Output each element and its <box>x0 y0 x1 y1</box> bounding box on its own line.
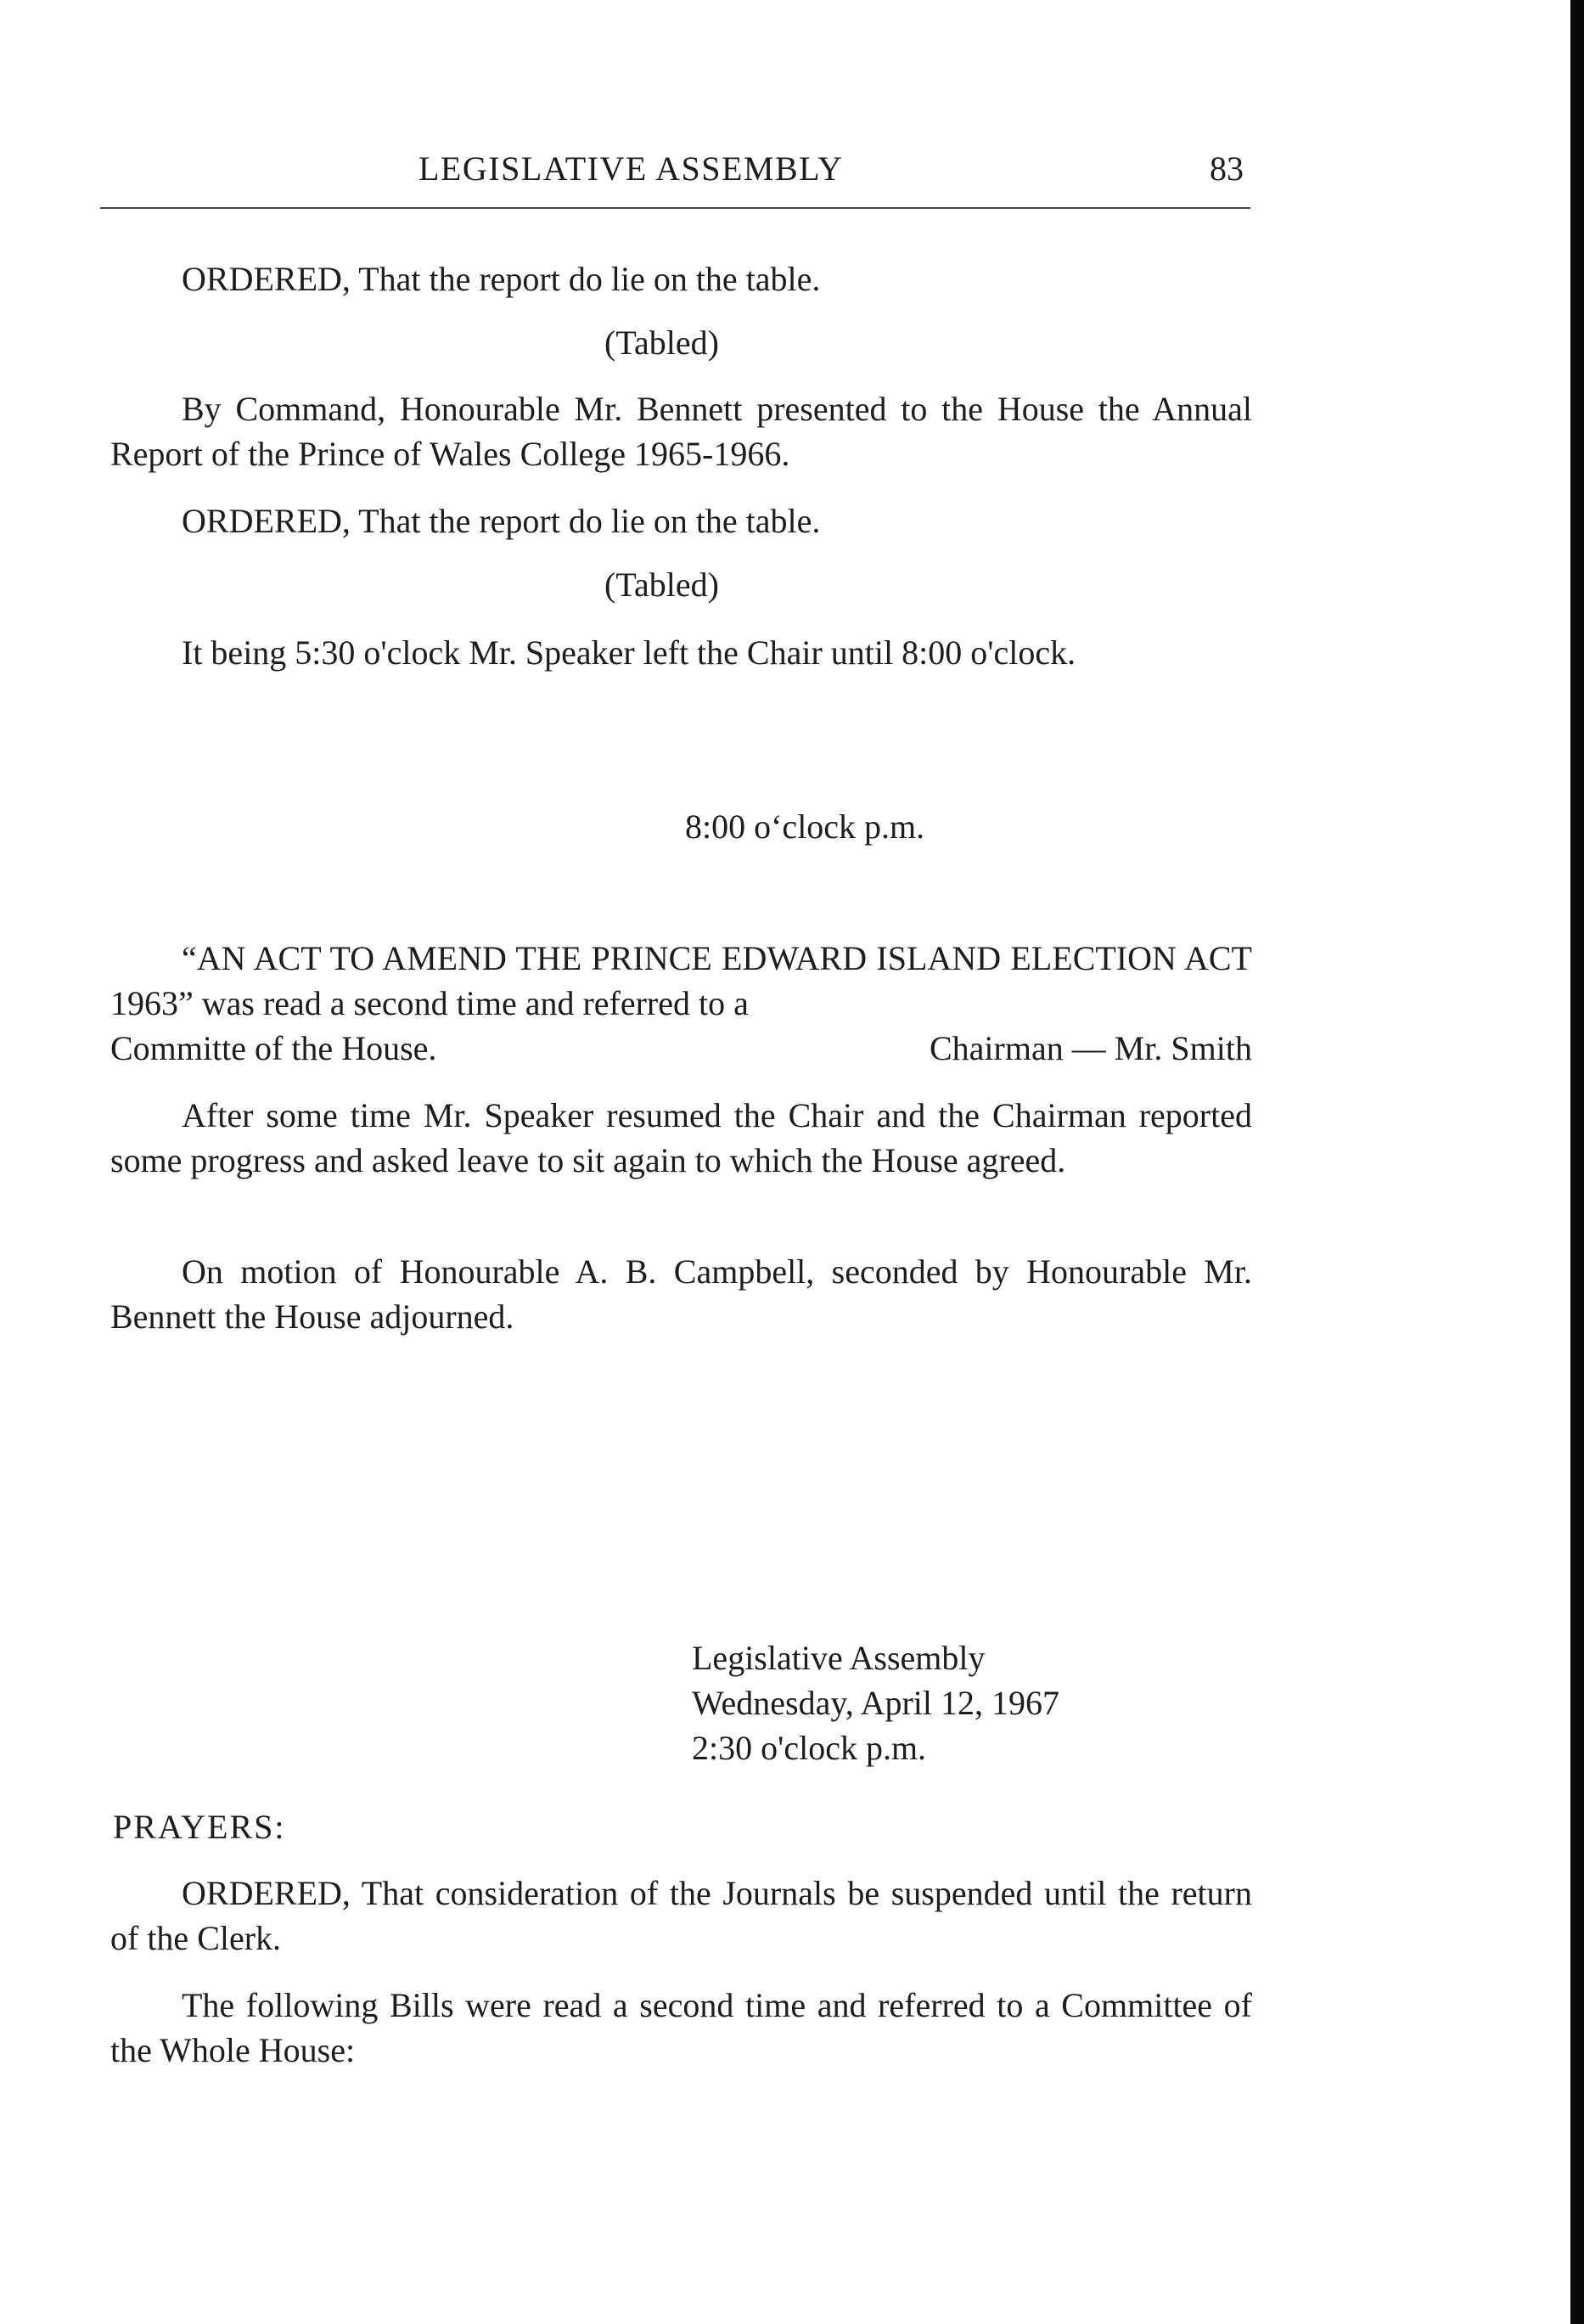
chairman-name: Chairman — Mr. Smith <box>930 1029 1252 1067</box>
paragraph-text: ORDERED, That the report do lie on the table. <box>182 260 821 298</box>
running-head-title: LEGISLATIVE ASSEMBLY <box>418 149 844 188</box>
page-number: 83 <box>1210 149 1244 188</box>
paragraph-ordered-1 <box>110 256 1252 301</box>
paragraph-journals <box>110 1871 1252 1961</box>
paragraph-act-reading <box>110 936 1252 1071</box>
paragraph-adjourned <box>110 1249 1252 1339</box>
paragraph-text: ORDERED, That consideration of the Journals be suspended until the return of the Clerk. <box>110 1874 1252 1957</box>
tabled-note-2: (Tabled) <box>604 566 719 604</box>
paragraph-text: After some time Mr. Speaker resumed the Chair and the Chairman reported some progress and asked leave to sit again to which the House agreed. <box>110 1096 1252 1179</box>
paragraph-command <box>110 386 1252 476</box>
prayers-label: PRAYERS: <box>113 1808 286 1846</box>
paragraph-ordered-2 <box>110 498 1252 543</box>
sitting-place: Legislative Assembly <box>692 1639 986 1677</box>
sitting-heading <box>692 1635 1059 1770</box>
committee-chairman-line <box>110 1026 1252 1071</box>
paragraph-text: By Command, Honourable Mr. Bennett presented to the House the Annual Report of the Prince of Wales College 1965-1966. <box>110 390 1252 473</box>
paragraph-text: The following Bills were read a second time and referred to a Committee of the Whole House: <box>110 1986 1252 2069</box>
page-header <box>100 149 1250 200</box>
header-rule <box>100 207 1250 209</box>
paragraph-bills <box>110 1983 1252 2073</box>
paragraph-progress <box>110 1093 1252 1183</box>
committee-text: Committe of the House. <box>110 1029 437 1067</box>
paragraph-text: It being 5:30 o'clock Mr. Speaker left the Chair until 8:00 o'clock. <box>182 633 1076 672</box>
paragraph-speaker-left <box>110 630 1252 675</box>
paragraph-text: On motion of Honourable A. B. Campbell, seconded by Honourable Mr. Bennett the House adjourned. <box>110 1252 1252 1336</box>
sitting-date: Wednesday, April 12, 1967 <box>692 1684 1060 1722</box>
sitting-time: 2:30 o'clock p.m. <box>692 1729 927 1767</box>
tabled-note-1: (Tabled) <box>604 324 719 362</box>
paragraph-text: “AN ACT TO AMEND THE PRINCE EDWARD ISLAND ELECTION ACT 1963” was read a second time and referred to a <box>110 939 1252 1022</box>
page-edge-border <box>1570 0 1584 2324</box>
paragraph-text: ORDERED, That the report do lie on the table. <box>182 502 821 540</box>
evening-sitting-time: 8:00 o‘clock p.m. <box>685 807 925 846</box>
